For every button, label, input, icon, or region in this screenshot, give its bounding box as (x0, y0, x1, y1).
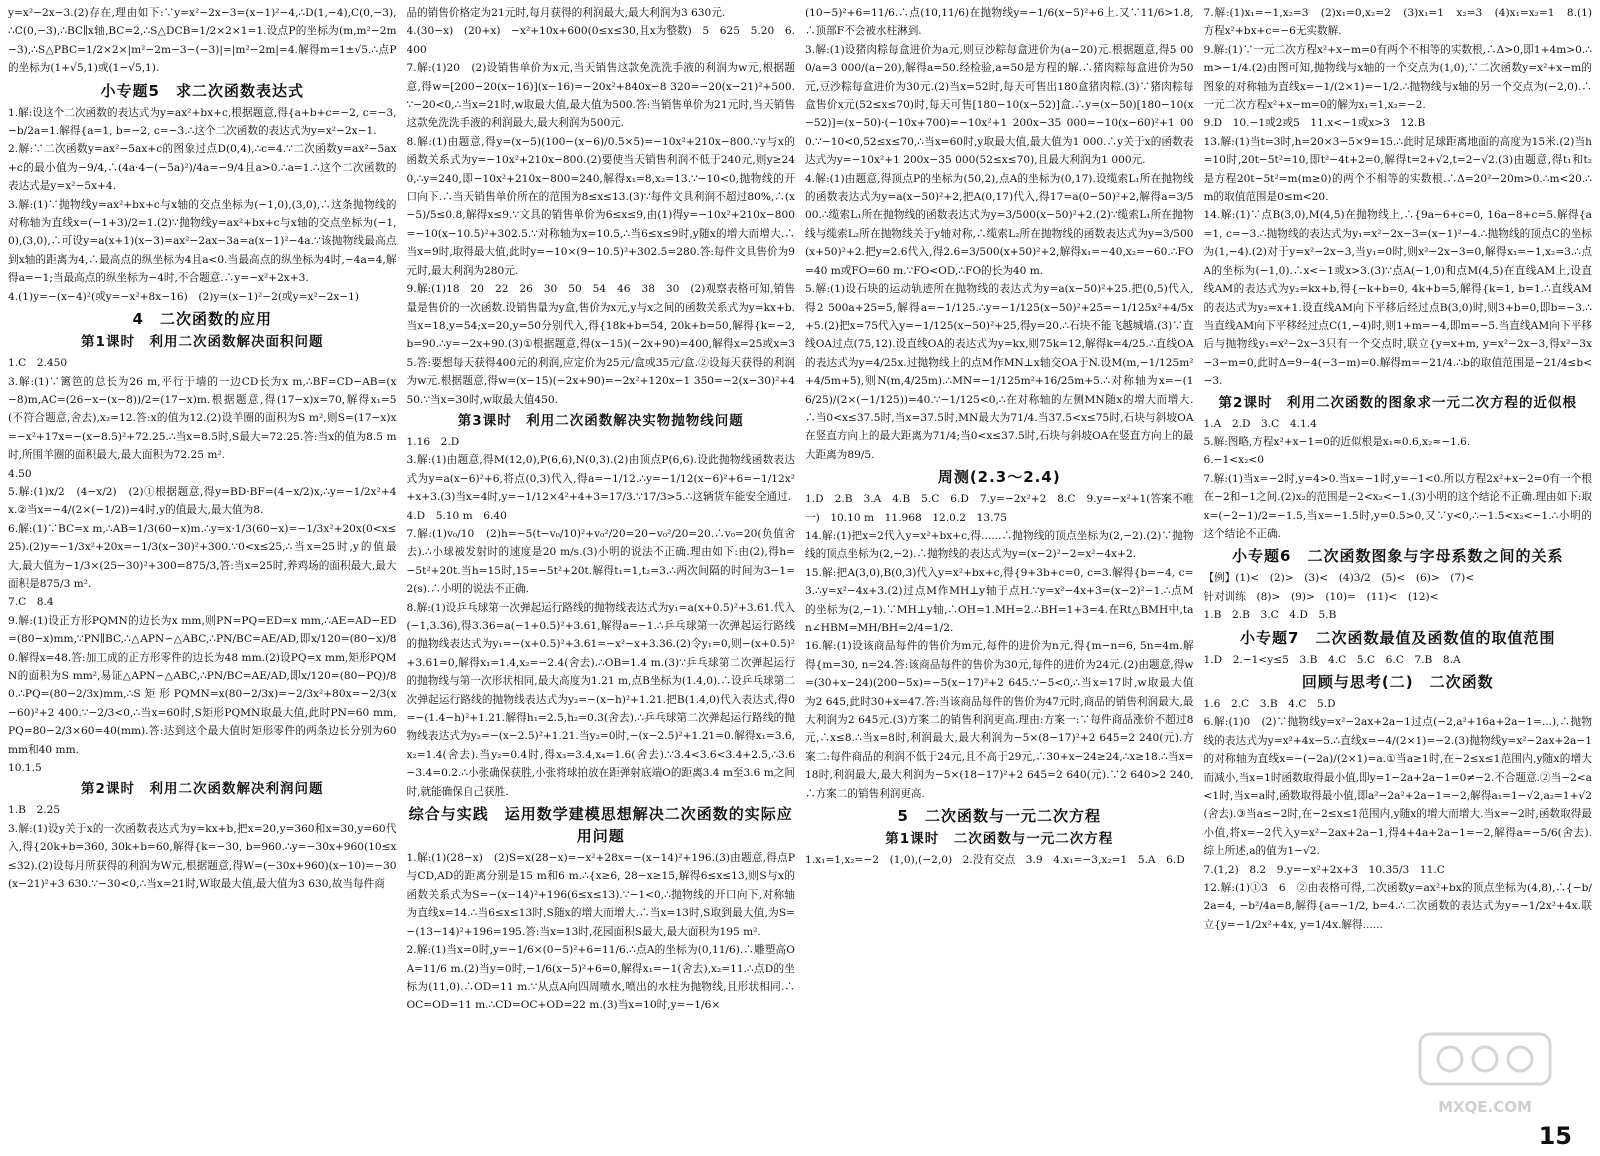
answer-paragraph: 2.解:(1)当x=0时,y=−1/6×(0−5)²+6=11/6.∴点A的坐标为(0,11/6).∴雕塑高OA=11/6 m.(2)当y=0时,−1/6(x−5)²+6=0,解得x₁=−1(舍去),x₂=11.∴点D的坐标为(11,0).∴OD=11 m.∵从点A向四周喷水,喷出的水柱为抛物线,且形状相同.∴OC=OD=11 m.∴CD=OC+OD=22 m.(3)当x=10时,y=−1/6× (406, 944, 795, 1012)
answer-paragraph: 1.A 2.D 3.C 4.1.4 (1203, 417, 1317, 430)
answer-paragraph: 6.−1<x₂<0 (1203, 454, 1264, 467)
answer-paragraph: 3.解:(1)设y关于x的一次函数表达式为y=kx+b,把x=20,y=360和x=30,y=60代入,得{20k+b=360, 30k+b=60,解得{k=−30, b=960.∴y=−30x+960(10≤x≤32).(2)设每月所获得的利润为W元,根据题意,得W=(−30x+960)(x−10)=−30(x−21)²+3 630.∵−30<0,∴当x=21时,W取最大值,最大值为3 630,故当每件商 (8, 822, 397, 891)
answer-paragraph: 4.解:(1)由题意,得顶点P的坐标为(50,2),点A的坐标为(0,17).设缆索L₁所在抛物线的函数表达式为y=a(x−50)²+2,把A(0,17)代入,得17=a(0−50)²+2,解得a=3/500.∴缆索L₁所在抛物线的函数表达式为y=3/500(x−50)²+2.(2)∵缆索L₁所在抛物线与缆索L₂所在抛物线关于y轴对称,∴缆索L₂所在抛物线的函数表达式为y=3/500(x+50)²+2.把y=2.6代入,得2.6=3/500(x+50)²+2,解得x₁=−40,x₂=−60.∴FO=40 m或FO=60 m.∵FO<OD,∴FO的长为40 m. (805, 172, 1194, 277)
answer-paragraph: 1.D 2.−1<y≤5 3.B 4.C 5.C 6.C 7.B 8.A (1203, 653, 1461, 666)
watermark-text: MXQE.COM (1438, 1098, 1532, 1116)
answer-paragraph: 针对训练 (8)> (9)> (10)= (11)< (12)< (1203, 590, 1439, 603)
answer-paragraph: 3.解:(1)设猪肉粽每盒进价为a元,则豆沙粽每盒进价为(a−20)元.根据题意,得5 000/a=3 000/(a−20),解得a=50.经检验,a=50是方程的解.∴猪肉粽每盒进价为50元,豆沙粽每盒进价为30元.(2)当x=52时,每天可售出180盒猪肉粽.(3)∵猪肉粽每盒售价x元(52≤x≤70)时,每天可售[180−10(x−52)]盒.∴y=(x−50)[180−10(x−52)]=(x−50)·(−10x+700)=−10x²+1 200x−35 000=−10(x−60)²+1 000.∵−10<0,52≤x≤70,∴当x=60时,y取最大值,最大值为1 000.∴y关于x的函数表达式为y=−10x²+1 200x−35 000(52≤x≤70),且最大利润为1 000元. (805, 43, 1194, 167)
answer-paragraph: 1.x₁=1,x₂=−2 (1,0),(−2,0) 2.没有交点 3.9 4.x₁=−3,x₂=1 5.A 6.D (805, 854, 1185, 867)
section-heading: 第2课时 利用二次函数解决利润问题 (81, 781, 324, 798)
answer-paragraph: 3.解:(1)∵篱笆的总长为26 m,平行于墙的一边CD长为x m,∴BF=CD−AB=(x−8)m,AC=(26−x−(x−8))/2=(17−x)m.根据题意,得(17−x)x=70,解得x₁=5(不符合题意,舍去),x₂=12.答:x的值为12.(2)设羊圈的面积为S m²,则S=(17−x)x=−x²+17x=−(x−8.5)²+72.25.∴当x=8.5时,S最大=72.25.答:当x的值为8.5 m时,所围羊圈的面积最大,最大面积为72.25 m². (8, 375, 397, 462)
answer-paragraph: 14.解:(1)把x=2代入y=x²+bx+c,得......∴抛物线的顶点坐标为(2,−2).(2)∵抛物线的顶点坐标为(2,−2).∴抛物线的表达式为y=(x−2)²−2=x²−4x+2. (805, 529, 1194, 561)
answer-paragraph: 7.解:(1)20 (2)设销售单价为x元,当天销售这款免洗洗手液的利润为w元,根据题意,得w=[200−20(x−16)](x−16)=−20x²+840x−8 320=−20(x−21)²+500.∵−20<0,∴当x=21时,w取最大值,最大值为500.答:当销售单价为21元时,当天销售这款免洗洗手液的利润最大,最大利润为500元. (406, 62, 795, 130)
answer-paragraph: 4.(1)y=−(x−4)²(或y=−x²+8x−16) (2)y=(x−1)²−2(或y=x²−2x−1) (8, 290, 360, 303)
answer-paragraph: 1.解:(1)(28−x) (2)S=x(28−x)=−x²+28x=−(x−14)²+196.(3)由题意,得点P与CD,AD的距离分别是15 m和6 m.∴{x≥6, 28−x≥15,解得6≤x≤13,则S与x的函数关系式为S=−(x−14)²+196(6≤x≤13).∵−1<0,∴抛物线的开口向下,对称轴为直线x=14.∴当6≤x≤13时,S随x的增大而增大.∴当x=13时,S取到最大值,为S=−(13−14)²+196=195.答:当x=13时,花园面积S最大,最大面积为195 m². (406, 852, 795, 938)
section-heading: 周测(2.3～2.4) (937, 468, 1061, 487)
section-heading: 综合与实践 运用数学建模思想解决二次函数的实际应用问题 (408, 805, 793, 846)
answer-paragraph: 1.解:设这个二次函数的表达式为y=ax²+bx+c,根据题意,得{a+b+c=−2, c=−3, −b/2a=1.解得{a=1, b=−2, c=−3.∴这个二次函数的表达式为y=x²−2x−1. (8, 106, 397, 138)
section-heading: 第1课时 二次函数与一元二次方程 (885, 831, 1114, 848)
answer-paragraph: y=x²−2x−3.(2)存在,理由如下:∵y=x²−2x−3=(x−1)²−4,∴D(1,−4),C(0,−3),∴C(0,−3),∴BC∥x轴,BC=2,∴S△DCB=1/2×2×1=1.设点P的坐标为(m,m²−2m−3),∴S△PBC=1/2×2×|m²−2m−3−(−3)|=|m²−2m|=4.解得m=1±√5.∴点P的坐标为(1+√5,1)或(1−√5,1). (8, 7, 397, 75)
answer-paragraph: 1.B 2.B 3.C 4.D 5.B (1203, 609, 1337, 622)
page-footer (0, 1124, 1600, 1156)
column-4 (1204, 4, 1593, 1124)
answer-paragraph: 5.解:(1)x/2 (4−x/2) (2)①根据题意,得y=BD·BF=(4−x/2)x,∴y=−1/2x²+4x.②当x=−4/(2×(−1/2))=4时,y的值最大,最大值为8. (8, 485, 397, 517)
answer-paragraph: 3.解:(1)∵抛物线y=ax²+bx+c与x轴的交点坐标为(−1,0),(3,0),∴这条抛物线的对称轴为直线x=(−1+3)/2=1.(2)∵抛物线y=ax²+bx+c与x轴的交点坐标为(−1,0),(3,0),∴可设y=a(x+1)(x−3)=ax²−2ax−3a=a(x−1)²−4a.∵该抛物线最高点到x轴的距离为4,∴最高点的纵坐标为4且a<0.当最高点的纵坐标为4时,−4a=4,解得a=−1;当最高点的纵坐标为−4时,不合题意.∴y=−x²+2x+3. (8, 198, 397, 285)
answer-paragraph: 13.解:(1)当t=3时,h=20×3−5×9=15.∴此时足球距离地面的高度为15米.(2)当h=10时,20t−5t²=10,即t²−4t+2=0,解得t=2+√2,t=2−√2.(3)由题意,得t₁和t₂是方程20t−5t²=m(m≥0)的两个不相等的实数根.∴Δ=20²−20m>0.∴m<20.∴m的取值范围是0≤m<20. (1203, 135, 1592, 204)
answer-paragraph: 7.C 8.4 (8, 596, 54, 609)
answer-paragraph: 3.解:(1)由题意,得M(12,0),P(6,6),N(0,3).(2)由顶点P(6,6).设此抛物线函数表达式为y=a(x−6)²+6,将点(0,3)代入,得a=−1/12.∴y=−1/12(x−6)²+6=−1/12x²+x+3.(3)当x=4时,y=−1/12×4²+4+3=17/3.∵17/3>5.∴这辆货车能安全通过. (406, 454, 795, 504)
answer-paragraph: 5.解:(1)设石块的运动轨迹所在抛物线的表达式为y=a(x−50)²+25.把(0,5)代入,得2 500a+25=5,解得a=−1/125.∴y=−1/125(x−50)²+25=−1/125x²+4/5x+5.(2)把x=75代入y=−1/125(x−50)²+25,得y=20.∴石块不能飞越城墙.(3)∵直线OA过点(75,12).设直线OA的表达式为y=kx,则75k=12,解得k=4/25.∴直线OA的表达式为y=4/25x.过抛物线上的点M作MN⊥x轴交OA于N.设M(m,−1/125m²+4/5m+5),则N(m,4/25m).∴MN=−1/125m²+16/25m+5.∴对称轴为x=−(16/25)/(2×(−1/125))=40.∵−1/125<0,∴在对称轴的左侧MN随x的增大而增大.∴当0<x≤37.5时,当x=37.5时,MN最大为71/4.当37.5<x≤75时,石块与斜坡OA在竖直方向上的最大距离为71/4;当0<x≤37.5时,石块与斜坡OA在竖直方向上的最大距离为89/5. (805, 283, 1194, 461)
answer-paragraph: 2.解:∵二次函数y=ax²−5ax+c的图象过点D(0,4),∴c=4.∵二次函数y=ax²−5ax+c的最小值为−9/4,∴(4a·4−(−5a)²)/4a=−9/4且a>0.∴a=1.∴这个二次函数的表达式是y=x²−5x+4. (8, 143, 397, 193)
watermark-icon (1410, 1026, 1560, 1096)
section-heading: 第2课时 利用二次函数的图象求一元二次方程的近似根 (1218, 394, 1577, 411)
answer-paragraph: 12.解:(1)①3 6 ②由表格可得,二次函数y=ax²+bx的顶点坐标为(4,8),∴{−b/2a=4, −b²/4a=8,解得{a=−1/2, b=4.∴二次函数的表达式为y=−1/2x²+4x.联立{y=−1/2x²+4x, y=1/4x.解得...... (1203, 882, 1592, 931)
answer-paragraph: 9.解:(1)∵一元二次方程x²+x−m=0有两个不相等的实数根,∴Δ>0,即1+4m>0.∴m>−1/4.(2)由图可知,抛物线与x轴的一个交点为(1,0),∵二次函数y=x²+x−m的图象的对称轴为直线x=−1/(2×1)=−1/2.∴抛物线与x轴的另一个交点为(−2,0).∴一元二次方程x²+x−m=0的解为x₁=1,x₂=−2. (1203, 43, 1592, 112)
answer-paragraph: 6.解:(1)0 (2)∵抛物线y=x²−2ax+2a−1过点(−2,a²+16a+2a−1=...),∴抛物线的表达式为y=x²+4x−5.∴直线x=−4/(2×1)=−2.(3)抛物线y=x²−2ax+2a−1的对称轴为直线x=−(−2a)/(2×1)=a.①当a≥1时,在−2≤x≤1范围内,y随x的增大而减小,当x=1时函数取得最小值,即y=1−2a+2a−1=0≠−2.不合题意.②当−2<a<1时,当x=a时,函数取得最小值,即a²−2a²+2a−1=−2,解得a₁=1−√2,a₂=1+√2(舍去).③当a≤−2时,在−2≤x≤1范围内,y随x的增大而增大.当x=−2时,函数取得最小值,将x=−2代入y=x²−2ax+2a−1,得4+4a+2a−1=−2,解得a=−5/6(舍去).综上所述,a的值为1−√2. (1203, 716, 1592, 858)
answer-paragraph: 5.解:图略,方程x²+x−1=0的近似根是x₁≈0.6,x₂≈−1.6. (1203, 435, 1471, 448)
answer-paragraph: 7.解:(1)v₀/10 (2)h=−5(t−v₀/10)²+v₀²/20=20−v₀²/20=20.∴v₀=20(负值舍去).∴小球被发射时的速度是20 m/s.(3)小明的说法不正确.理由如下:由(2),得h=−5t²+20t.当h=15时,15=−5t²+20t.解得t₁=1,t₂=3.∴两次间隔的时间为3−1=2(s).∴小明的说法不正确. (406, 527, 795, 596)
column-2 (407, 4, 796, 1124)
answer-paragraph: 14.解:(1)∵点B(3,0),M(4,5)在抛物线上,∴{9a−6+c=0, 16a−8+c=5.解得{a=1, c=−3.∴抛物线的表达式为y₁=x²−2x−3=(x−1)²−4.∴抛物线的顶点C的坐标为(1,−4).(2)对于y=x²−2x−3,当y₁=0时,则x²−2x−3=0,解得x₁=−1,x₂=3.∴点A的坐标为(−1,0).∴x<−1或x>3.(3)∵点A(−1,0)和点M(4,5)在直线AM上,设直线AM的表达式为y₂=kx+b,得{−k+b=0, 4k+b=5,解得{k=1, b=1.∴直线AM的表达式为y₂=x+1.设直线AM向下平移后经过点B(3,0)时,则3+b=0,即b=−3.∴当直线AM向下平移经过点C(1,−4)时,则1+m=−4,即m=−5.当直线AM向下平移后与抛物线y₁=x²−2x−3只有一个交点时,联立{y=x+m, y=x²−2x−3,得x²−3x−3−m=0,此时Δ=9−4(−3−m)=0.解得m=−21/4.∴b的取值范围是−21/4≤b<−3. (1203, 209, 1592, 388)
answer-paragraph: 7.(1,2) 8.2 9.y=−x²+2x+3 10.35/3 11.C (1203, 863, 1445, 876)
watermark-logo (1410, 1026, 1560, 1116)
section-heading: 4 二次函数的应用 (132, 310, 272, 329)
answer-paragraph: 7.解:(1)当x=−2时,y=4>0.当x=−1时,y=−1<0.所以方程2x²+x−2=0有一个根在−2和−1之间.(2)x₂的范围是−2<x₂<−1.(3)小明的这个结论不正确.理由如下:取x=(−2−1)/2=−1.5,当x=−1.5时,y=0.5>0,又∵y<0,∴−1.5<x₂<−1.∴小明的这个结论不正确. (1203, 472, 1592, 540)
section-heading: 小专题6 二次函数图象与字母系数之间的关系 (1232, 547, 1564, 566)
page-number: 15 (1538, 1122, 1572, 1150)
section-heading: 第3课时 利用二次函数解决实物抛物线问题 (457, 412, 744, 429)
answer-paragraph: 1.6 2.C 3.B 4.C 5.D (1203, 698, 1336, 710)
section-heading: 5 二次函数与一元二次方程 (897, 807, 1101, 826)
answer-paragraph: 4.50 (8, 467, 32, 480)
answer-paragraph: 1.C 2.450 (8, 357, 68, 370)
answer-paragraph: 9.解:(1)18 20 22 26 30 50 54 46 38 30 (2)观察表格可知,销售量是售价的一次函数.设销售量为y盒,售价为x元,y与x之间的函数关系式为y=kx+b.当x=18,y=54;x=20,y=50分别代入,得{18k+b=54, 20k+b=50,解得{k=−2, b=90.∴y=−2x+90.(3)①根据题意,得(x−15)(−2x+90)=400,解得x=25或x=35.答:要想每天获得400元的利润,应定价为25元/盒或35元/盒.②设每天获得的利润为w元.根据题意,得w=(x−15)(−2x+90)=−2x²+120x−1 350=−2(x−30)²+450.∵当x=30时,w取最大值450. (406, 283, 795, 406)
column-3 (805, 4, 1194, 1124)
answer-paragraph: 10.1.5 (8, 762, 42, 775)
answer-columns (8, 4, 1592, 1124)
section-heading: 小专题7 二次函数最值及函数值的取值范围 (1240, 628, 1556, 647)
answer-paragraph: 1.16 2.D (406, 435, 460, 448)
answer-paragraph: 7.解:(1)x₁=−1,x₂=3 (2)x₁=0,x₂=2 (3)x₁=1 x₂=3 (4)x₁=x₂=1 8.(1)方程x²+bx+c=−6无实数解. (1203, 7, 1592, 38)
answer-paragraph: 8.解:(1)由题意,得y=(x−5)(100−(x−6)/0.5×5)=−10x²+210x−800.∵y与x的函数关系式为y=−10x²+210x−800.(2)要使当天销售利润不低于240元,则y≥240,∴y=240,即−10x²+210x−800=240,解得x₁=8,x₂=13.∵−10<0,抛物线的开口向下.∴当天销售单价所在的范围为8≤x≤13.(3)∵每件文具利润不超过80%,∴(x−5)/5≤0.8,解得x≤9.∵文具的销售单价为6≤x≤9,由(1)得y=−10x²+210x−800=−10(x−10.5)²+302.5.∵对称轴为x=10.5,∴当6≤x≤9时,y随x的增大而增大.∴当x=9时,取得最大值,此时y=−10×(9−10.5)²+302.5=280.答:每件文具售价为9元时,最大利润为280元. (406, 135, 795, 277)
answer-paragraph: 4.D 5.10 m 6.40 (406, 509, 507, 522)
answer-paragraph: 8.解:(1)设乒乓球第一次弹起运行路线的抛物线表达式为y₁=a(x+0.5)²+3.61.代入(−1,3.36),得3.36=a(−1+0.5)²+3.61,解得a=−1.∴乒乓球第一次弹起运行路线的抛物线表达式为y₁=−(x+0.5)²+3.61=−x²−x+3.36.(2)令y₁=0,则−(x+0.5)²+3.61=0,解得x₁=1.4,x₂=−2.4(舍去).∴OB=1.4 m.(3)∵乒乓球第二次弹起运行的抛物线与第一次形状相同,最大高度为1.21 m,点B坐标为(1.4,0).∴设乒乓球第二次弹起运行路线的抛物线表达式为y₂=−(x−h)²+1.21.把B(1.4,0)代入表达式,得0=−(1.4−h)²+1.21.解得h₁=2.5,h₂=0.3(舍去).∴乒乓球第二次弹起运行路线的抛物线表达式为y₂=−(x−2.5)²+1.21.当y₂=0时,−(x−2.5)²+1.21=0.解得x₁=3.6,x₂=1.4(舍去).当y₂=0.4时,得x₃=3.4,x₄=1.6(舍去).∵3.4<3.6<3.4+2.5,∴3.6−3.4=0.2.∴小张确保获胜,小张将球拍放在距弹射底端O的距离3.4 m至3.6 m之间时,就能确保自己获胜. (406, 601, 795, 798)
answer-paragraph: 4.(30−x) (20+x) −x²+10x+600(0≤x≤30,且x为整数) 5 625 5.20 6.400 (406, 25, 795, 56)
answer-paragraph: 品的销售价格定为21元时,每月获得的利润最大,最大利润为3 630元. (406, 7, 726, 19)
answer-paragraph: 6.解:(1)∵BC=x m,∴AB=1/3(60−x)m.∴y=x·1/3(60−x)=−1/3x²+20x(0<x≤25).(2)y=−1/3x²+20x=−1/3(x−30)²+300.∵0<x≤25,∴当x=25时,y的值最大,最大值为−1/3×(25−30)²+300=875/3,答:当x=25时,养鸡场的面积最大,最大面积是875/3 m². (8, 522, 397, 590)
answer-paragraph: 【例】(1)< (2)> (3)< (4)3/2 (5)< (6)> (7)< (1203, 572, 1475, 585)
answer-paragraph: (10−5)²+6=11/6.∴点(10,11/6)在抛物线y=−1/6(x−5)²+6上.又∵11/6>1.8,∴顶部F不会被水柱淋到. (805, 7, 1194, 38)
answer-paragraph: 1.B 2.25 (8, 804, 61, 817)
answer-paragraph: 16.解:(1)设该商品每件的售价为m元,每件的进价为n元,得{m−n=6, 5n=4m.解得{m=30, n=24.答:该商品每件的售价为30元,每件的进价为24元.(2)由题意,得w=(30+x−24)(200−5x)=−5(x−17)²+2 645.∵−5<0,∴当x=17时,w取最大值为2 645,此时30+x=47.答:当该商品每件的售价为47元时,商品的销售利润最大,最大利润为2 645元.(3)方案二的销售利润更高.理由:方案一:∵每件商品涨价不超过8元,∴x≤8.∴当x=8时,利润最大,最大利润为−5×(8−17)²+2 645=2 240(元).方案二:每件商品的利润不低于24元,且不高于29元,∴30+x−24≥24,∴x≥18.∴当x=18时,利润最大,最大利润为−5×(18−17)²+2 645=2 640(元).∵2 640>2 240,∴方案二的销售利润更高. (805, 640, 1194, 800)
answer-paragraph: 9.解:(1)设正方形PQMN的边长为x mm,则PN=PQ=ED=x mm,∴AE=AD−ED=(80−x)mm,∵PN∥BC,∴△APN∽△ABC,∴PN/BC=AE/AD,即x/120=(80−x)/80.解得x=48.答:加工成的正方形零件的边长为48 mm.(2)设PQ=x mm,矩形PQMN的面积为S mm²,易证△APN∽△ABC,∴PN/BC=AE/AD,即x/120=(80−PQ)/80.∴PQ=(80−2/3x)mm,∴S矩形PQMN=x(80−2/3x)=−2/3x²+80x=−2/3(x−60)²+2 400.∵−2/3<0,∴当x=60时,S矩形PQMN取最大值,此时PN=60 mm,PQ=80−2/3×60=40(mm).答:达到这个最大值时矩形零件的两条边长分别为60 mm和40 mm. (8, 614, 397, 756)
answer-paragraph: 1.D 2.B 3.A 4.B 5.C 6.D 7.y=−2x²+2 8.C 9.y=−x²+1(答案不唯一) 10.10 m 11.968 12.0.2 13.75 (805, 493, 1194, 524)
answer-paragraph: 15.解:把A(3,0),B(0,3)代入y=x²+bx+c,得{9+3b+c=0, c=3.解得{b=−4, c=3.∴y=x²−4x+3.(2)过点M作MH⊥y轴于点H.∵y=x²−4x+3=(x−2)²−1.∴点M的坐标为(2,−1).∵MH⊥y轴,∴OH=1.MH=2.∴BH=1+3=4.在Rt△BMH中,tan∠HBM=MH/BH=2/4=1/2. (805, 566, 1194, 634)
section-heading: 小专题5 求二次函数表达式 (100, 81, 304, 100)
answer-paragraph: 9.D 10.−1或2或5 11.x<−1或x>3 12.B (1203, 117, 1426, 130)
section-heading: 回顾与思考(二) 二次函数 (1301, 673, 1494, 691)
column-1 (8, 4, 397, 1124)
section-heading: 第1课时 利用二次函数解决面积问题 (81, 334, 324, 351)
